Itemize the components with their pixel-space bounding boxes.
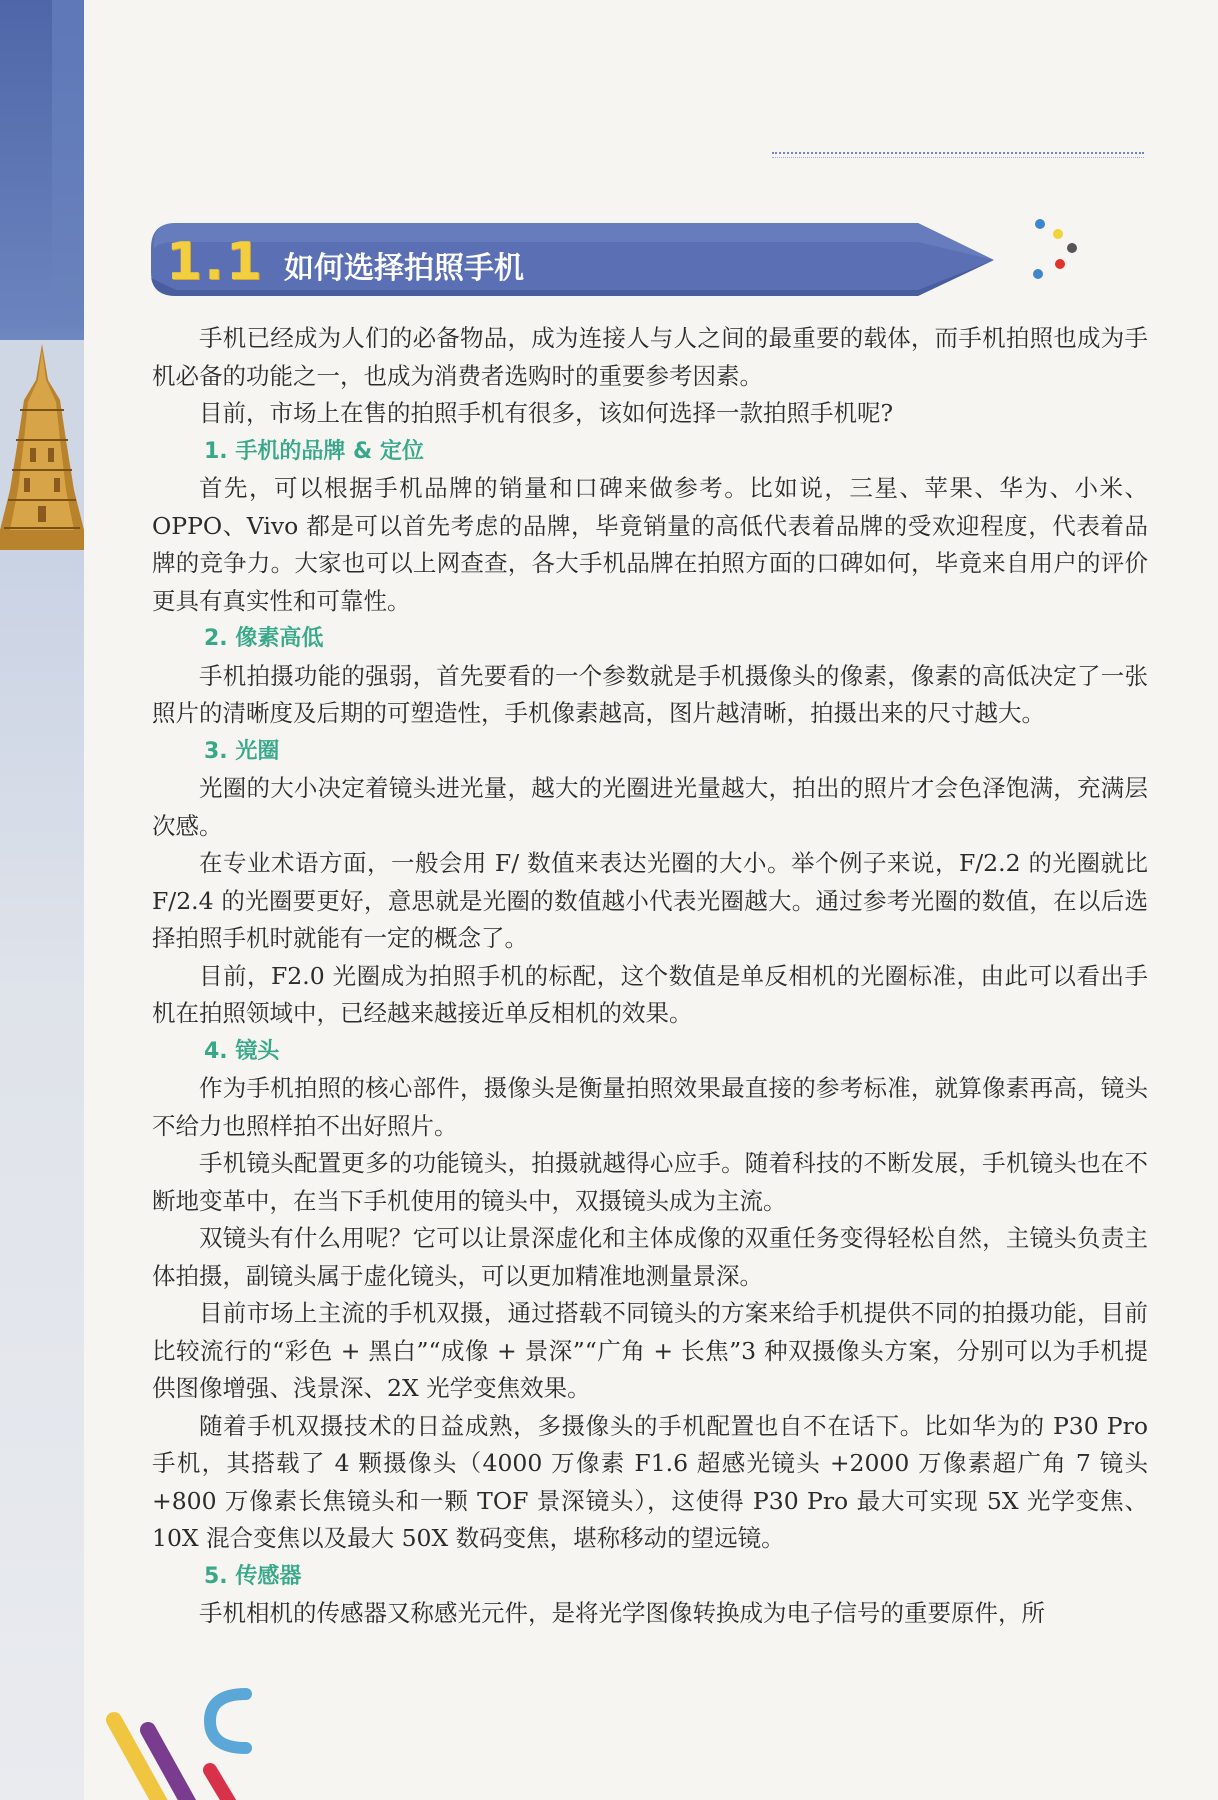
pagoda-photo [0,340,84,550]
header-dotted-rule-secondary [772,157,1144,158]
body-paragraph: 随着手机双摄技术的日益成熟，多摄像头的手机配置也自不在话下。比如华为的 P30 Pro 手机，其搭载了 4 颗摄像头（4000 万像素 F1.6 超感光镜头 +2000 万像素超广角 7 镜头 +800 万像素长焦镜头和一颗 TOF 景深镜头），这使得 P30 Pro 最大可实现 5X 光学变焦、10X 混合变焦以及最大 50X 数码变焦，堪称移动的望远镜。 [152,1411,1148,1552]
body-paragraph: 在专业术语方面，一般会用 F/ 数值来表达光圈的大小。举个例子来说，F/2.2 的光圈就比 F/2.4 的光圈要更好，意思就是光圈的数值越小代表光圈越大。通过参考光圈的数值，在以后选择拍照手机时就能有一定的概念了。 [152,849,1148,952]
body-paragraph: 目前市场上主流的手机双摄，通过搭载不同镜头的方案来给手机提供不同的拍摄功能，目前比较流行的“彩色 + 黑白”“成像 + 景深”“广角 + 长焦”3 种双摄像头方案，分别可以为手机提供图像增强、浅景深、2X 光学变焦效果。 [152,1299,1148,1402]
body-paragraph: 目前，市场上在售的拍照手机有很多，该如何选择一款拍照手机呢? [199,399,894,427]
body-paragraph: 目前，F2.0 光圈成为拍照手机的标配，这个数值是单反相机的光圈标准，由此可以看出手机在拍照领域中，已经越来越接近单反相机的效果。 [152,961,1148,1027]
body-paragraph: 首先，可以根据手机品牌的销量和口碑来做参考。比如说，三星、苹果、华为、小米、OPPO、Vivo 都是可以首先考虑的品牌，毕竟销量的高低代表着品牌的受欢迎程度，代表着品牌的竞争力。大家也可以上网查查，各大手机品牌在拍照方面的口碑如何，毕竟来自用户的评价更具有真实性和可靠性。 [152,474,1148,615]
subheading: 3. 光圈 [204,738,280,764]
subheading: 5. 传感器 [204,1563,302,1589]
article-body [152,320,1148,1633]
left-blue-strip [0,0,52,330]
body-paragraph: 手机镜头配置更多的功能镜头，拍摄就越得心应手。随着科技的不断发展，手机镜头也在不断地变革中，在当下手机使用的镜头中，双摄镜头成为主流。 [152,1149,1148,1215]
body-paragraph: 手机相机的传感器又称感光元件，是将光学图像转换成为电子信号的重要原件，所 [199,1599,1045,1627]
page-corner-bracket [196,1686,256,1756]
section-number: 1.1 [166,232,265,292]
body-paragraph: 光圈的大小决定着镜头进光量，越大的光圈进光量越大，拍出的照片才会色泽饱满，充满层次感。 [152,774,1148,840]
subheading: 4. 镜头 [204,1038,280,1064]
section-banner [148,220,998,300]
subheading: 2. 像素高低 [204,626,324,651]
body-paragraph: 作为手机拍照的核心部件，摄像头是衡量拍照效果最直接的参考标准，就算像素再高，镜头不给力也照样拍不出好照片。 [152,1074,1148,1140]
subheading: 1. 手机的品牌 & 定位 [204,438,424,464]
body-paragraph: 双镜头有什么用呢？它可以让景深虚化和主体成像的双重任务变得轻松自然，主镜头负责主体拍摄，副镜头属于虚化镜头，可以更加精准地测量景深。 [152,1224,1148,1290]
decorative-dots-icon [1016,212,1086,292]
body-paragraph: 手机拍摄功能的强弱，首先要看的一个参数就是手机摄像头的像素，像素的高低决定了一张照片的清晰度及后期的可塑造性，手机像素越高，图片越清晰，拍摄出来的尺寸越大。 [152,661,1148,727]
header-dotted-rule [772,152,1144,154]
body-paragraph: 手机已经成为人们的必备物品，成为连接人与人之间的最重要的载体，而手机拍照也成为手机必备的功能之一，也成为消费者选购时的重要参考因素。 [152,324,1148,390]
section-title: 如何选择拍照手机 [284,251,524,286]
